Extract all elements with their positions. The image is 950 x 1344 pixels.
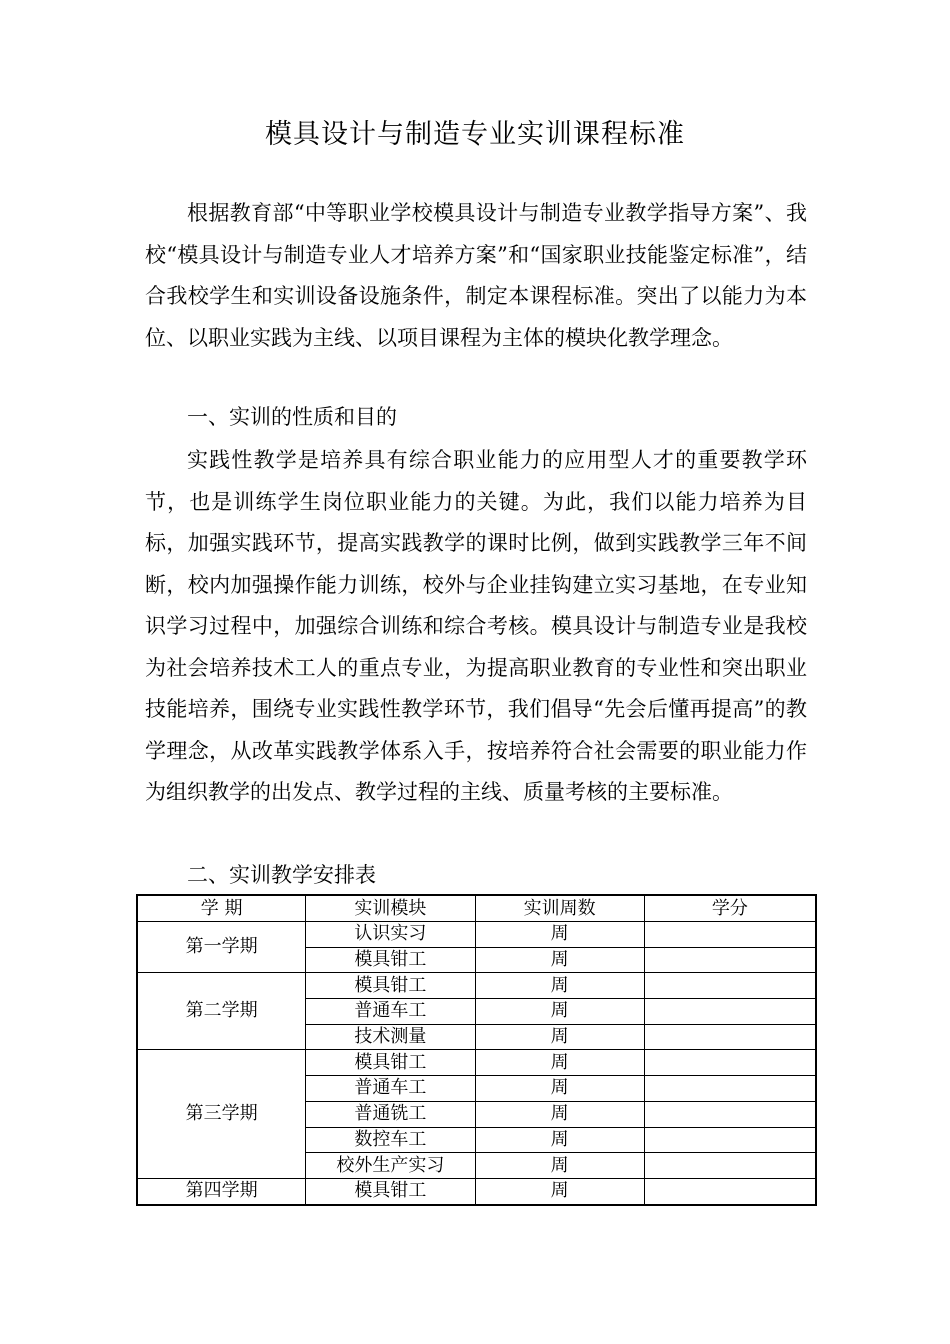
weeks-cell: 周	[475, 947, 644, 973]
semester-cell: 第四学期	[137, 1178, 306, 1204]
weeks-cell: 周	[475, 1076, 644, 1102]
header-weeks: 实训周数	[475, 895, 644, 922]
weeks-cell: 周	[475, 973, 644, 999]
credits-cell	[644, 922, 816, 948]
module-cell: 校外生产实习	[306, 1153, 475, 1179]
module-cell: 模具钳工	[306, 973, 475, 999]
module-cell: 认识实习	[306, 922, 475, 948]
table-row	[137, 1050, 816, 1076]
document-title: 模具设计与制造专业实训课程标准	[265, 119, 685, 150]
training-schedule-table	[136, 894, 817, 1206]
weeks-cell: 周	[475, 1153, 644, 1179]
credits-cell	[644, 947, 816, 973]
semester-cell: 第一学期	[137, 922, 306, 973]
semester-cell: 第三学期	[137, 1050, 306, 1178]
table-row	[137, 973, 816, 999]
module-cell: 普通车工	[306, 1076, 475, 1102]
table-row	[137, 922, 816, 948]
credits-cell	[644, 1127, 816, 1153]
table-header-row	[137, 895, 816, 922]
table-row	[137, 1178, 816, 1204]
weeks-cell: 周	[475, 1178, 644, 1204]
section1-heading: 一、实训的性质和目的	[187, 405, 397, 429]
credits-cell	[644, 973, 816, 999]
weeks-cell: 周	[475, 922, 644, 948]
module-cell: 模具钳工	[306, 1050, 475, 1076]
credits-cell	[644, 1024, 816, 1050]
header-semester: 学 期	[137, 895, 306, 922]
weeks-cell: 周	[475, 1101, 644, 1127]
credits-cell	[644, 1153, 816, 1179]
weeks-cell: 周	[475, 1050, 644, 1076]
semester-cell: 第二学期	[137, 973, 306, 1050]
section1-paragraph: 实践性教学是培养具有综合职业能力的应用型人才的重要教学环节，也是训练学生岗位职业能力的关键。为此，我们以能力培养为目标，加强实践环节，提高实践教学的课时比例，做到实践教学三年不间断，校内加强操作能力训练，校外与企业挂钩建立实习基地，在专业知识学习过程中，加强综合训练和综合考核。模具设计与制造专业是我校为社会培养技术工人的重点专业，为提高职业教育的专业性和突出职业技能培养，围绕专业实践性教学环节，我们倡导“先会后懂再提高”的教学理念，从改革实践教学体系入手，按培养符合社会需要的职业能力作为组织教学的出发点、教学过程的主线、质量考核的主要标准。	[145, 448, 807, 804]
weeks-cell: 周	[475, 999, 644, 1025]
header-module: 实训模块	[306, 895, 475, 922]
module-cell: 普通车工	[306, 999, 475, 1025]
module-cell: 普通铣工	[306, 1101, 475, 1127]
module-cell: 数控车工	[306, 1127, 475, 1153]
credits-cell	[644, 1076, 816, 1102]
header-credits: 学分	[644, 895, 816, 922]
section2-heading: 二、实训教学安排表	[187, 863, 376, 887]
module-cell: 模具钳工	[306, 1178, 475, 1204]
weeks-cell: 周	[475, 1024, 644, 1050]
credits-cell	[644, 1050, 816, 1076]
credits-cell	[644, 1178, 816, 1204]
credits-cell	[644, 1101, 816, 1127]
intro-paragraph: 根据教育部“中等职业学校模具设计与制造专业教学指导方案”、我校“模具设计与制造专业人才培养方案”和“国家职业技能鉴定标准”，结合我校学生和实训设备设施条件，制定本课程标准。突出了以能力为本位、以职业实践为主线、以项目课程为主体的模块化教学理念。	[145, 201, 807, 350]
credits-cell	[644, 999, 816, 1025]
module-cell: 技术测量	[306, 1024, 475, 1050]
module-cell: 模具钳工	[306, 947, 475, 973]
weeks-cell: 周	[475, 1127, 644, 1153]
